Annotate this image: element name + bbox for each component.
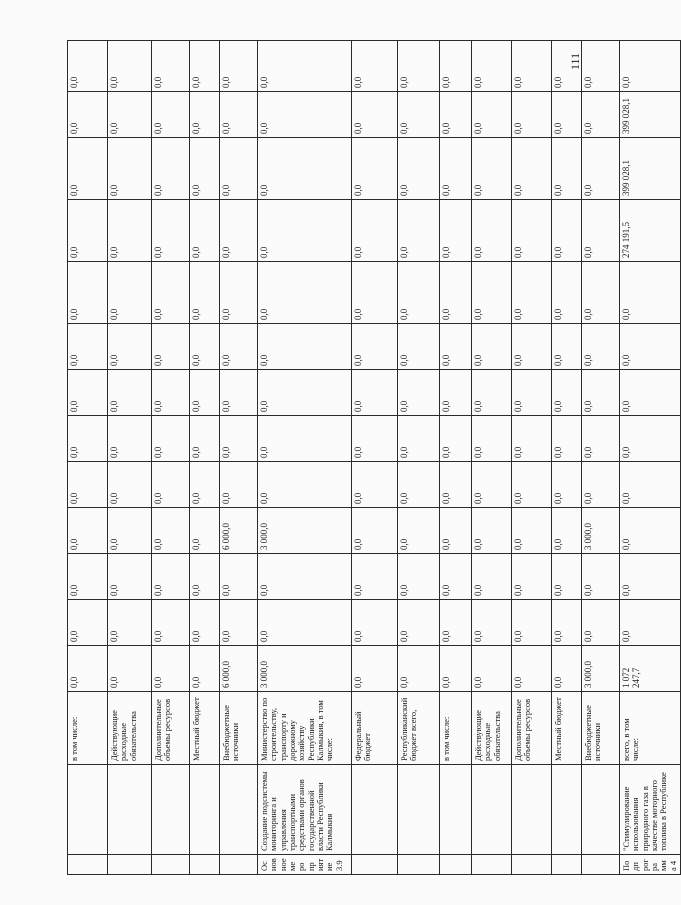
program-cell xyxy=(68,855,108,875)
value-cell: 0,0 xyxy=(68,370,108,416)
value-cell: 0,0 xyxy=(190,646,220,692)
value-cell: 0,0 xyxy=(152,462,190,508)
value-cell: 0,0 xyxy=(472,41,512,92)
value-cell: 0,0 xyxy=(398,41,440,92)
value-cell: 0,0 xyxy=(190,138,220,200)
value-cell: 0,0 xyxy=(552,646,582,692)
table-row xyxy=(68,41,108,875)
value-cell: 0,0 xyxy=(220,262,258,324)
value-cell: 0,0 xyxy=(472,416,512,462)
measure-cell xyxy=(582,765,620,855)
table-row xyxy=(512,41,552,875)
measure-cell xyxy=(152,765,190,855)
value-cell: 274 191,5 xyxy=(620,200,681,262)
value-cell: 0,0 xyxy=(472,200,512,262)
table-row xyxy=(582,41,620,875)
program-cell xyxy=(512,855,552,875)
value-cell: 0,0 xyxy=(552,41,582,92)
value-cell: 0,0 xyxy=(440,262,472,324)
value-cell: 0,0 xyxy=(582,200,620,262)
value-cell: 0,0 xyxy=(512,462,552,508)
value-cell: 0,0 xyxy=(620,462,681,508)
value-cell: 0,0 xyxy=(220,554,258,600)
value-cell: 0,0 xyxy=(472,324,512,370)
value-cell: 0,0 xyxy=(440,200,472,262)
program-cell xyxy=(190,855,220,875)
page-number: 111 xyxy=(568,52,582,70)
value-cell: 0,0 xyxy=(352,416,398,462)
value-cell: 0,0 xyxy=(552,138,582,200)
value-cell: 0,0 xyxy=(440,416,472,462)
value-cell: 0,0 xyxy=(258,462,352,508)
source-cell: Дополнительные объемы ресурсов xyxy=(152,692,190,765)
program-cell xyxy=(398,855,440,875)
value-cell: 0,0 xyxy=(552,600,582,646)
value-cell: 0,0 xyxy=(512,200,552,262)
value-cell: 0,0 xyxy=(220,370,258,416)
value-cell: 0,0 xyxy=(152,138,190,200)
value-cell: 0,0 xyxy=(472,262,512,324)
measure-cell xyxy=(472,765,512,855)
value-cell: 0,0 xyxy=(152,41,190,92)
value-cell: 0,0 xyxy=(440,600,472,646)
value-cell: 0,0 xyxy=(620,370,681,416)
table-row xyxy=(108,41,152,875)
value-cell: 0,0 xyxy=(352,600,398,646)
value-cell: 0,0 xyxy=(220,41,258,92)
value-cell: 0,0 xyxy=(440,554,472,600)
value-cell: 0,0 xyxy=(552,416,582,462)
source-cell: Республиканский бюджет всего, xyxy=(398,692,440,765)
program-cell xyxy=(108,855,152,875)
value-cell: 0,0 xyxy=(352,462,398,508)
value-cell: 0,0 xyxy=(398,646,440,692)
value-cell: 0,0 xyxy=(108,554,152,600)
value-cell: 0,0 xyxy=(190,508,220,554)
value-cell: 0,0 xyxy=(190,462,220,508)
source-cell: Внебюджетные источники xyxy=(582,692,620,765)
value-cell: 0,0 xyxy=(68,324,108,370)
value-cell: 0,0 xyxy=(512,416,552,462)
value-cell: 0,0 xyxy=(512,508,552,554)
value-cell: 0,0 xyxy=(220,416,258,462)
value-cell: 3 000,0 xyxy=(582,646,620,692)
value-cell: 0,0 xyxy=(512,646,552,692)
value-cell: 0,0 xyxy=(152,508,190,554)
source-cell: всего, в том числе: xyxy=(620,692,681,765)
program-cell: Основное мероприятие 3.9 xyxy=(258,855,352,875)
source-cell: в том числе: xyxy=(440,692,472,765)
value-cell: 0,0 xyxy=(398,138,440,200)
value-cell: 0,0 xyxy=(152,416,190,462)
value-cell: 0,0 xyxy=(398,600,440,646)
program-cell xyxy=(582,855,620,875)
value-cell: 0,0 xyxy=(152,324,190,370)
value-cell: 0,0 xyxy=(352,646,398,692)
value-cell: 6 000,0 xyxy=(220,508,258,554)
value-cell: 0,0 xyxy=(352,200,398,262)
value-cell: 6 000,0 xyxy=(220,646,258,692)
value-cell: 0,0 xyxy=(152,370,190,416)
table-row xyxy=(190,41,220,875)
value-cell: 0,0 xyxy=(68,462,108,508)
value-cell: 0,0 xyxy=(582,416,620,462)
value-cell: 0,0 xyxy=(398,324,440,370)
value-cell: 0,0 xyxy=(620,324,681,370)
value-cell: 0,0 xyxy=(552,324,582,370)
measure-cell xyxy=(190,765,220,855)
table-body xyxy=(68,41,681,875)
value-cell: 0,0 xyxy=(512,554,552,600)
value-cell: 0,0 xyxy=(152,600,190,646)
value-cell: 0,0 xyxy=(68,41,108,92)
value-cell: 0,0 xyxy=(472,646,512,692)
source-cell: Министерство по строительству, транспорту и дорожному хозяйству Республики Калмыкия, в том числе: xyxy=(258,692,352,765)
value-cell: 0,0 xyxy=(258,138,352,200)
value-cell: 0,0 xyxy=(258,41,352,92)
measure-cell xyxy=(68,765,108,855)
value-cell: 0,0 xyxy=(552,92,582,138)
source-cell: Действующие расходные обязательства xyxy=(108,692,152,765)
value-cell: 0,0 xyxy=(258,324,352,370)
table-row xyxy=(552,41,582,875)
table-row xyxy=(440,41,472,875)
value-cell: 0,0 xyxy=(352,508,398,554)
value-cell: 0,0 xyxy=(108,200,152,262)
value-cell: 0,0 xyxy=(108,324,152,370)
value-cell: 0,0 xyxy=(68,646,108,692)
value-cell: 0,0 xyxy=(190,416,220,462)
value-cell: 0,0 xyxy=(68,554,108,600)
value-cell: 0,0 xyxy=(552,262,582,324)
value-cell: 0,0 xyxy=(152,200,190,262)
value-cell: 0,0 xyxy=(352,138,398,200)
value-cell: 0,0 xyxy=(440,41,472,92)
measure-cell: Создание подсистемы мониторинга и управления транспортными средствами органов государственной власти Республики Калмыкия xyxy=(258,765,352,855)
value-cell: 0,0 xyxy=(552,508,582,554)
value-cell: 0,0 xyxy=(152,262,190,324)
value-cell: 0,0 xyxy=(472,508,512,554)
value-cell: 0,0 xyxy=(472,554,512,600)
program-cell xyxy=(472,855,512,875)
value-cell: 0,0 xyxy=(512,41,552,92)
value-cell: 0,0 xyxy=(552,370,582,416)
value-cell: 0,0 xyxy=(258,554,352,600)
value-cell: 0,0 xyxy=(220,462,258,508)
value-cell: 0,0 xyxy=(258,416,352,462)
value-cell: 0,0 xyxy=(190,600,220,646)
source-cell: Действующие расходные обязательства xyxy=(472,692,512,765)
source-cell: Федеральный бюджет xyxy=(352,692,398,765)
source-cell: Местный бюджет xyxy=(552,692,582,765)
value-cell: 0,0 xyxy=(398,370,440,416)
value-cell: 399 028,1 xyxy=(620,92,681,138)
measure-cell xyxy=(512,765,552,855)
value-cell: 0,0 xyxy=(258,262,352,324)
value-cell: 0,0 xyxy=(552,554,582,600)
value-cell: 0,0 xyxy=(352,41,398,92)
value-cell: 0,0 xyxy=(620,508,681,554)
value-cell: 0,0 xyxy=(512,92,552,138)
value-cell: 0,0 xyxy=(582,138,620,200)
table-row xyxy=(220,41,258,875)
value-cell: 0,0 xyxy=(398,92,440,138)
value-cell: 0,0 xyxy=(68,200,108,262)
budget-table xyxy=(67,40,681,875)
value-cell: 0,0 xyxy=(220,200,258,262)
measure-cell: "Стимулирование использования природного газа в качестве моторного топлива в Республике xyxy=(620,765,681,855)
value-cell: 0,0 xyxy=(258,370,352,416)
value-cell: 0,0 xyxy=(472,600,512,646)
value-cell: 0,0 xyxy=(472,92,512,138)
value-cell: 0,0 xyxy=(620,554,681,600)
value-cell: 0,0 xyxy=(472,138,512,200)
source-cell: Дополнительные объемы ресурсов xyxy=(512,692,552,765)
measure-cell xyxy=(552,765,582,855)
value-cell: 0,0 xyxy=(108,600,152,646)
value-cell: 0,0 xyxy=(352,554,398,600)
value-cell: 0,0 xyxy=(440,462,472,508)
measure-cell xyxy=(398,765,440,855)
value-cell: 0,0 xyxy=(582,92,620,138)
program-cell xyxy=(352,855,398,875)
table-row xyxy=(352,41,398,875)
value-cell: 0,0 xyxy=(582,600,620,646)
measure-cell xyxy=(108,765,152,855)
value-cell: 0,0 xyxy=(398,508,440,554)
table-row xyxy=(398,41,440,875)
source-cell: в том числе: xyxy=(68,692,108,765)
value-cell: 0,0 xyxy=(220,324,258,370)
value-cell: 0,0 xyxy=(620,416,681,462)
value-cell: 399 028,1 xyxy=(620,138,681,200)
value-cell: 3 000,0 xyxy=(582,508,620,554)
value-cell: 3 000,0 xyxy=(258,646,352,692)
value-cell: 0,0 xyxy=(108,262,152,324)
value-cell: 0,0 xyxy=(582,554,620,600)
value-cell: 0,0 xyxy=(512,324,552,370)
value-cell: 0,0 xyxy=(440,92,472,138)
value-cell: 0,0 xyxy=(352,370,398,416)
value-cell: 0,0 xyxy=(352,324,398,370)
value-cell: 0,0 xyxy=(512,138,552,200)
value-cell: 0,0 xyxy=(352,92,398,138)
value-cell: 0,0 xyxy=(620,600,681,646)
value-cell: 0,0 xyxy=(582,41,620,92)
program-cell: Подпрограмма 4 xyxy=(620,855,681,875)
value-cell: 0,0 xyxy=(68,416,108,462)
source-cell: Внебюджетные источники xyxy=(220,692,258,765)
value-cell: 0,0 xyxy=(472,462,512,508)
value-cell: 0,0 xyxy=(582,262,620,324)
value-cell: 0,0 xyxy=(512,262,552,324)
value-cell: 0,0 xyxy=(258,200,352,262)
value-cell: 0,0 xyxy=(398,200,440,262)
program-cell xyxy=(552,855,582,875)
value-cell: 0,0 xyxy=(398,462,440,508)
value-cell: 1 072 247,7 xyxy=(620,646,681,692)
value-cell: 0,0 xyxy=(582,370,620,416)
value-cell: 0,0 xyxy=(68,262,108,324)
value-cell: 0,0 xyxy=(440,370,472,416)
source-cell: Местный бюджет xyxy=(190,692,220,765)
value-cell: 0,0 xyxy=(440,646,472,692)
value-cell: 0,0 xyxy=(398,262,440,324)
table-row xyxy=(258,41,352,875)
value-cell: 0,0 xyxy=(190,554,220,600)
value-cell: 0,0 xyxy=(398,416,440,462)
measure-cell xyxy=(440,765,472,855)
value-cell: 0,0 xyxy=(108,462,152,508)
value-cell: 0,0 xyxy=(190,370,220,416)
value-cell: 0,0 xyxy=(552,200,582,262)
value-cell: 0,0 xyxy=(582,324,620,370)
rotated-page xyxy=(67,0,678,875)
value-cell: 0,0 xyxy=(108,646,152,692)
value-cell: 0,0 xyxy=(152,92,190,138)
value-cell: 0,0 xyxy=(582,462,620,508)
value-cell: 0,0 xyxy=(68,600,108,646)
measure-cell xyxy=(220,765,258,855)
value-cell: 0,0 xyxy=(68,508,108,554)
value-cell: 0,0 xyxy=(620,41,681,92)
value-cell: 0,0 xyxy=(220,600,258,646)
value-cell: 0,0 xyxy=(190,200,220,262)
value-cell: 0,0 xyxy=(398,554,440,600)
value-cell: 0,0 xyxy=(512,600,552,646)
measure-cell xyxy=(352,765,398,855)
value-cell: 0,0 xyxy=(512,370,552,416)
value-cell: 0,0 xyxy=(190,324,220,370)
value-cell: 0,0 xyxy=(258,92,352,138)
program-cell xyxy=(220,855,258,875)
value-cell: 0,0 xyxy=(190,41,220,92)
value-cell: 0,0 xyxy=(108,508,152,554)
program-cell xyxy=(152,855,190,875)
value-cell: 0,0 xyxy=(68,138,108,200)
value-cell: 0,0 xyxy=(68,92,108,138)
value-cell: 0,0 xyxy=(220,138,258,200)
table-row xyxy=(620,41,681,875)
table-row xyxy=(152,41,190,875)
value-cell: 0,0 xyxy=(440,324,472,370)
value-cell: 0,0 xyxy=(108,92,152,138)
value-cell: 0,0 xyxy=(440,138,472,200)
value-cell: 0,0 xyxy=(152,554,190,600)
value-cell: 0,0 xyxy=(190,92,220,138)
value-cell: 0,0 xyxy=(352,262,398,324)
table-row xyxy=(472,41,512,875)
value-cell: 3 000,0 xyxy=(258,508,352,554)
value-cell: 0,0 xyxy=(108,138,152,200)
value-cell: 0,0 xyxy=(108,416,152,462)
value-cell: 0,0 xyxy=(220,92,258,138)
value-cell: 0,0 xyxy=(152,646,190,692)
value-cell: 0,0 xyxy=(472,370,512,416)
value-cell: 0,0 xyxy=(108,370,152,416)
value-cell: 0,0 xyxy=(440,508,472,554)
value-cell: 0,0 xyxy=(620,262,681,324)
value-cell: 0,0 xyxy=(552,462,582,508)
value-cell: 0,0 xyxy=(258,600,352,646)
value-cell: 0,0 xyxy=(190,262,220,324)
value-cell: 0,0 xyxy=(108,41,152,92)
program-cell xyxy=(440,855,472,875)
